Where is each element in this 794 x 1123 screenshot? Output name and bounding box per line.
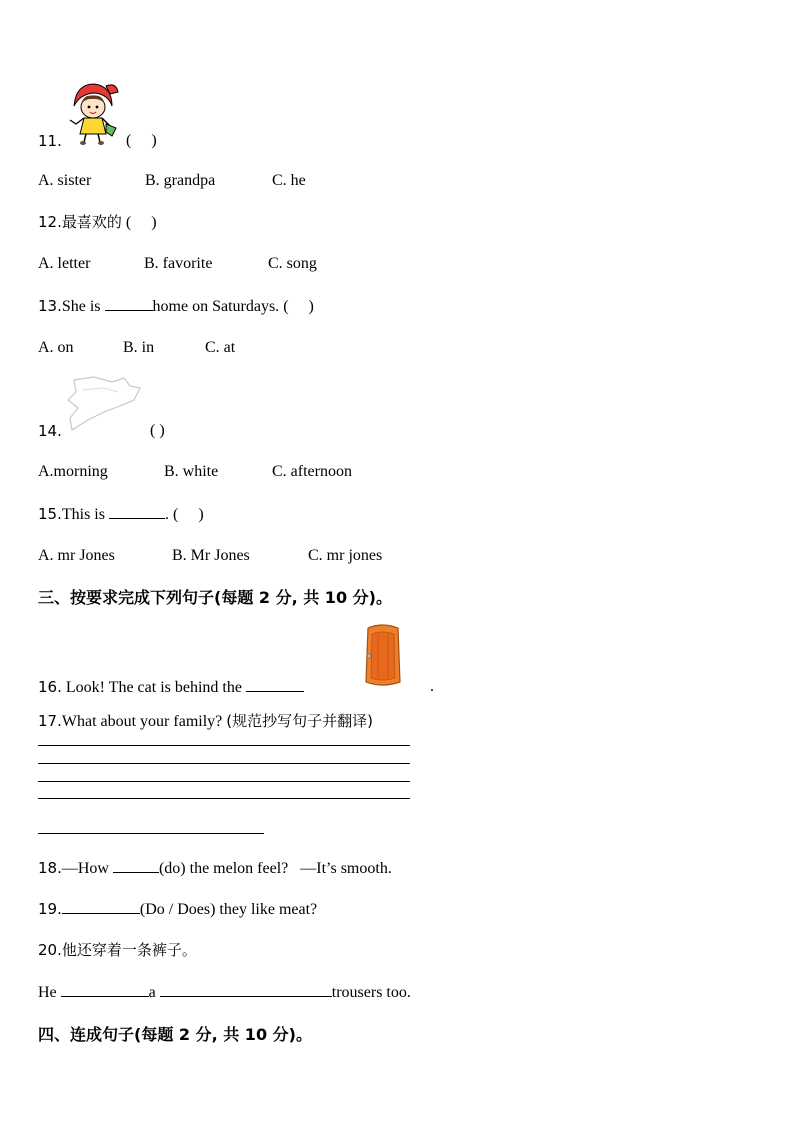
option-c[interactable]: C. at [205, 339, 236, 356]
option-c[interactable]: C. afternoon [272, 463, 352, 480]
option-a[interactable]: A. mr Jones [38, 547, 115, 564]
option-b[interactable]: B. grandpa [145, 172, 216, 189]
question-20: 20.他还穿着一条裤子。 [38, 941, 197, 959]
question-14-options [38, 462, 352, 482]
question-18: 18.—How (do) the melon feel? —It’s smooth. [38, 859, 392, 877]
answer-blank[interactable] [160, 982, 332, 997]
answer-paren[interactable]: ( ) [126, 132, 157, 149]
question-17: 17.What about your family? (规范抄写句子并翻译) [38, 712, 373, 730]
girl-red-hood-image [62, 80, 124, 146]
question-19: 19. (Do / Does) they like meat? [38, 900, 318, 918]
option-b[interactable]: B. favorite [144, 255, 213, 272]
writing-line[interactable] [38, 798, 410, 799]
answer-blank[interactable] [62, 899, 140, 914]
writing-line[interactable] [38, 763, 410, 764]
writing-line[interactable] [38, 781, 410, 782]
question-14: 14. ( ) [38, 422, 165, 440]
option-b[interactable]: B. in [123, 339, 155, 356]
answer-paren[interactable]: ( ) [172, 506, 204, 523]
option-a[interactable]: A. letter [38, 255, 91, 272]
white-shape-image [60, 374, 144, 434]
question-11: 11. ( ) [38, 132, 157, 150]
answer-blank[interactable] [105, 296, 153, 311]
question-15-options [38, 546, 382, 566]
question-16: 16. Look! The cat is behind the . [38, 678, 434, 696]
writing-line[interactable] [38, 833, 264, 834]
door-image [362, 622, 404, 688]
answer-blank[interactable] [61, 982, 149, 997]
option-c[interactable]: C. mr jones [308, 547, 383, 564]
question-13-options [38, 338, 235, 358]
question-13: 13.She is home on Saturdays. ( ) [38, 297, 314, 315]
question-20-answer: He a trousers too. [38, 984, 411, 1001]
answer-blank[interactable] [113, 858, 159, 873]
answer-paren[interactable]: ( ) [125, 214, 157, 231]
option-c[interactable]: C. song [268, 255, 317, 272]
question-15: 15.This is . ( ) [38, 505, 204, 523]
question-12-options [38, 254, 317, 274]
option-a[interactable]: A.morning [38, 463, 108, 480]
writing-line[interactable] [38, 745, 410, 746]
option-c[interactable]: C. he [272, 172, 306, 189]
answer-blank[interactable] [246, 677, 304, 692]
question-11-options [38, 171, 306, 191]
section-4-heading: 四、连成句子(每题 2 分, 共 10 分)。 [38, 1025, 312, 1044]
option-a[interactable]: A. on [38, 339, 74, 356]
question-12: 12.最喜欢的 ( ) [38, 213, 157, 231]
answer-paren[interactable]: ( ) [150, 422, 165, 439]
answer-paren[interactable]: ( ) [283, 298, 314, 315]
option-b[interactable]: B. Mr Jones [172, 547, 250, 564]
answer-blank[interactable] [109, 504, 165, 519]
option-b[interactable]: B. white [164, 463, 219, 480]
option-a[interactable]: A. sister [38, 172, 92, 189]
section-3-heading: 三、按要求完成下列句子(每题 2 分, 共 10 分)。 [38, 588, 392, 607]
